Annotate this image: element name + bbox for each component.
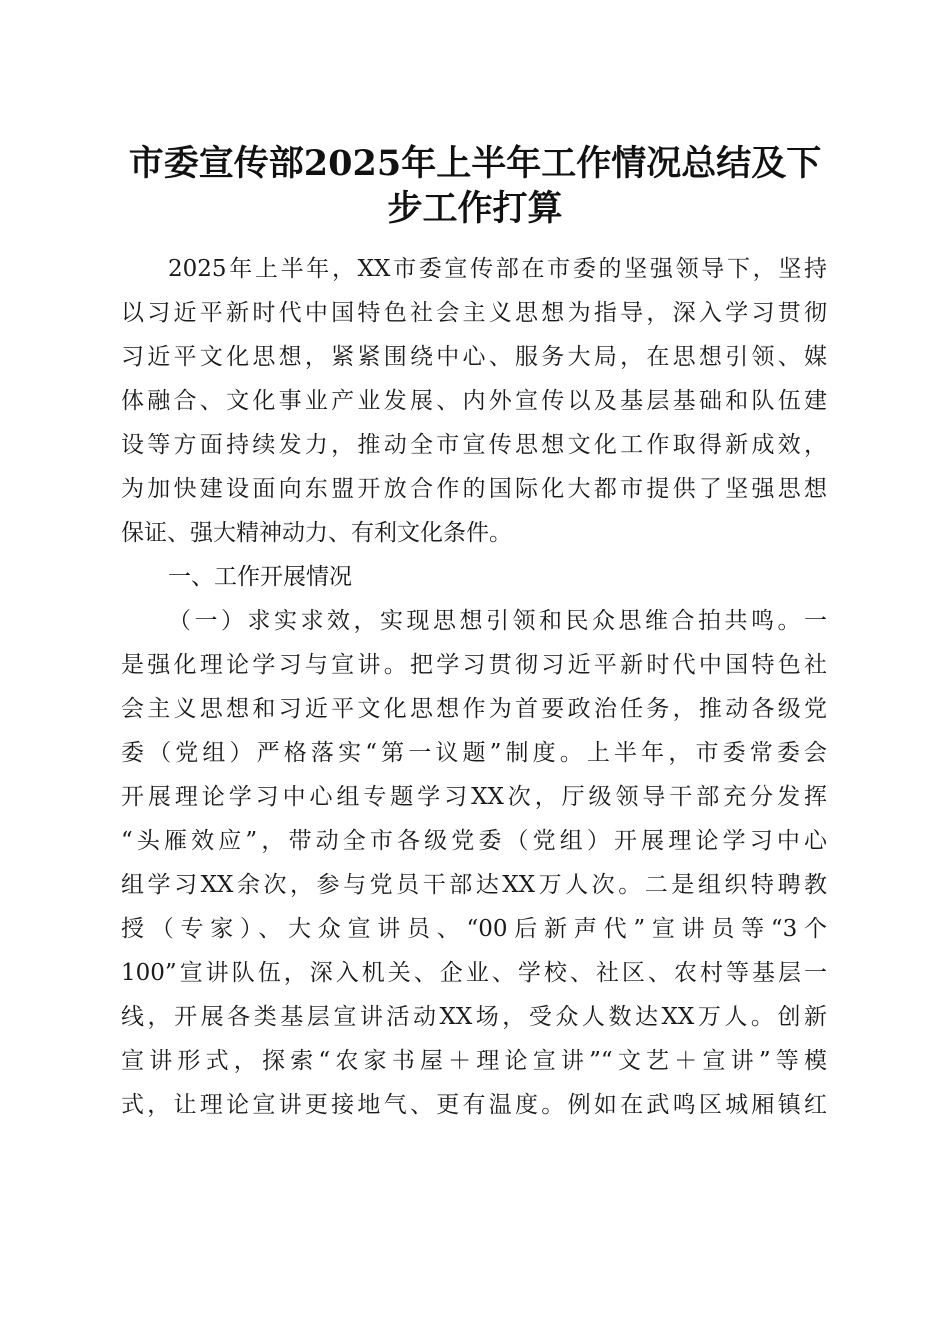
document-title-line-2: 步工作打算 (387, 188, 563, 229)
body-paragraph-line: “头雁效应”，带动全市各级党委（党组）开展理论学习中心 (121, 828, 827, 854)
intro-paragraph-line: 保证、强大精神动力、有利文化条件。 (121, 520, 512, 546)
intro-paragraph-line: 习近平文化思想，紧紧围绕中心、服务大局，在思想引领、媒 (121, 344, 827, 370)
body-paragraph-line: 组学习XX余次，参与党员干部达XX万人次。二是组织特聘教 (121, 872, 827, 898)
body-paragraph-line: 是强化理论学习与宣讲。把学习贯彻习近平新时代中国特色社 (121, 652, 827, 678)
body-paragraph-line: 开展理论学习中心组专题学习XX次，厅级领导干部充分发挥 (121, 784, 827, 810)
document-title-line-1: 市委宣传部2025年上半年工作情况总结及下 (128, 143, 822, 184)
intro-paragraph-line: 设等方面持续发力，推动全市宣传思想文化工作取得新成效， (121, 432, 827, 458)
intro-paragraph-line: 2025年上半年，XX市委宣传部在市委的坚强领导下，坚持 (168, 256, 827, 282)
body-paragraph-line: 线，开展各类基层宣讲活动XX场，受众人数达XX万人。创新 (121, 1004, 827, 1030)
body-paragraph-line: 宣讲形式，探索“农家书屋＋理论宣讲”“文艺＋宣讲”等模 (121, 1048, 827, 1074)
body-paragraph-line: 会主义思想和习近平文化思想作为首要政治任务，推动各级党 (121, 696, 827, 722)
intro-paragraph-line: 体融合、文化事业产业发展、内外宣传以及基层基础和队伍建 (121, 388, 827, 414)
body-paragraph-line: （一）求实求效，实现思想引领和民众思维合拍共鸣。一 (168, 608, 827, 634)
body-paragraph-line: 式，让理论宣讲更接地气、更有温度。例如在武鸣区城厢镇红 (121, 1092, 827, 1118)
section-heading: 一、工作开展情况 (168, 564, 352, 590)
body-paragraph-line: 授（专家）、大众宣讲员、“00后新声代”宣讲员等“3个 (121, 916, 827, 942)
intro-paragraph-line: 以习近平新时代中国特色社会主义思想为指导，深入学习贯彻 (121, 300, 827, 326)
body-paragraph-line: 100”宣讲队伍，深入机关、企业、学校、社区、农村等基层一 (121, 960, 827, 986)
intro-paragraph-line: 为加快建设面向东盟开放合作的国际化大都市提供了坚强思想 (121, 476, 827, 502)
body-paragraph-line: 委（党组）严格落实“第一议题”制度。上半年，市委常委会 (121, 740, 827, 766)
